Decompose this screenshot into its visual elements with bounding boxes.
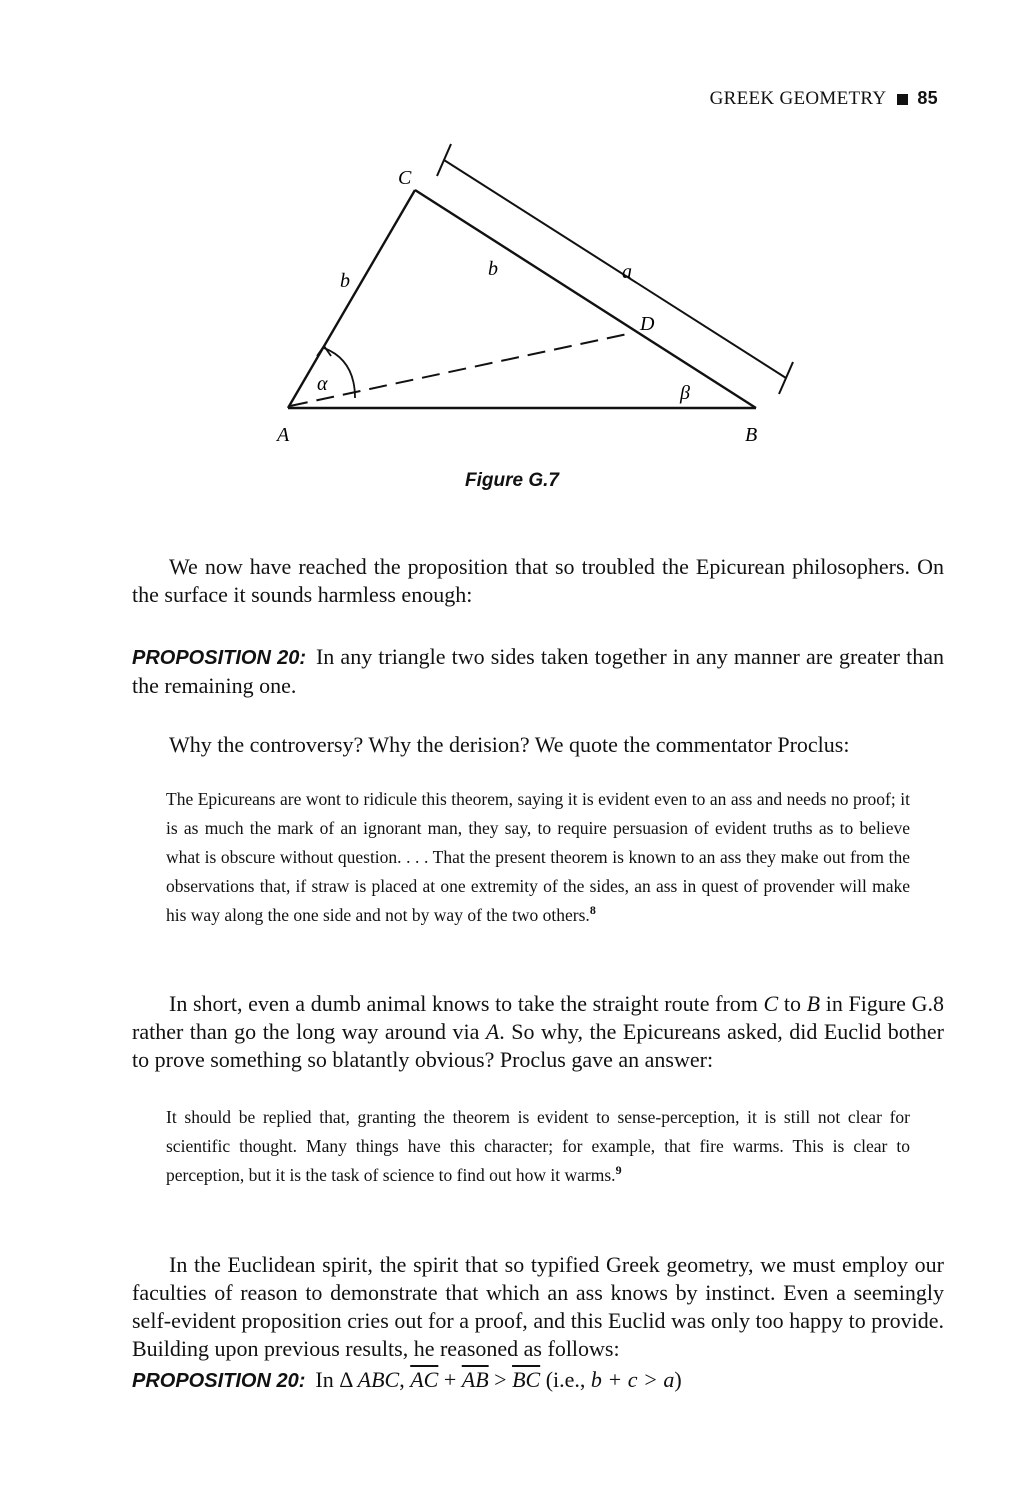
paragraph-intro: We now have reached the proposition that so troubled the Epicurean philosophers. On the surface it sounds harmless enough: (132, 554, 944, 607)
angle-label-beta: β (680, 382, 690, 404)
point-c: C (763, 991, 779, 1016)
proposition-label: PROPOSITION 20: (132, 647, 306, 669)
point-a: A (485, 1019, 500, 1044)
vertex-label-a: A (277, 424, 290, 446)
segment-ab: $\overline{AB}$ (461, 1367, 489, 1392)
proposition-20-symbolic (132, 1366, 944, 1395)
text-span: > (488, 1367, 513, 1392)
paragraph-controversy: Why the controversy? Why the derision? We quote the commentator Proclus: (169, 732, 850, 757)
text-span: + (438, 1367, 462, 1392)
header-title: GREEK GEOMETRY (709, 88, 887, 109)
side-label-a: a (622, 261, 632, 283)
text-span: in Figure G.8 rather than go the long way around via (132, 991, 944, 1044)
text-span: In short, even a dumb animal knows to take the straight route from (169, 991, 764, 1016)
square-bullet-icon (897, 94, 908, 105)
footnote-marker: 8 (589, 903, 596, 918)
text-span: (i.e., (540, 1367, 591, 1392)
angle-alpha-arc (324, 348, 355, 398)
vertex-label-b: B (745, 424, 758, 446)
vertex-label-c: C (398, 167, 412, 189)
figure-g7-diagram (0, 130, 1024, 460)
side-label-b-left: b (340, 270, 350, 292)
text-span: , (399, 1367, 411, 1392)
figure-caption: Figure G.7 (465, 470, 559, 491)
side-cb (415, 190, 756, 408)
angle-label-alpha: α (317, 373, 328, 395)
proclus-quote-1 (166, 785, 910, 930)
proposition-text: In any triangle two sides taken together in any manner are greater than the remaining one. (132, 644, 944, 698)
side-label-b-inner: b (488, 258, 498, 280)
running-header (710, 88, 938, 110)
point-label-d: D (640, 313, 655, 335)
segment-ad-dashed (290, 333, 632, 406)
proclus-quote-2 (166, 1103, 910, 1190)
page-number: 85 (917, 88, 938, 108)
text-span: . So why, the Epicureans asked, did Euclid bother to prove something so blatantly obvious? Proclus gave an answer: (132, 1019, 944, 1072)
quote-text: It should be replied that, granting the theorem is evident to sense-perception, it is still not clear for scientific thought. Many things have this character; for example, that fire warms. This is clear to perception, but it is the task of science to find out how it warms. (166, 1107, 910, 1185)
segment-ac: $\overline{AC}$ (410, 1367, 439, 1392)
triangle-name: ABC (357, 1367, 400, 1392)
footnote-marker: 9 (615, 1163, 622, 1178)
proposition-label: PROPOSITION 20: (132, 1370, 306, 1392)
proposition-20-statement (132, 643, 944, 700)
text-span: ) (674, 1367, 682, 1392)
inequality: b + c > a (590, 1367, 675, 1392)
dimension-tick-bottom (779, 362, 793, 394)
paragraph-euclidean-spirit: In the Euclidean spirit, the spirit that so typified Greek geometry, we must employ our faculties of reason to demonstrate that which an ass knows by instinct. Even a seemingly self-evident proposition cries out for a proof, and this Euclid was only too happy to provide. Building upon previous results, he reasoned as follows: (132, 1252, 944, 1361)
quote-text: The Epicureans are wont to ridicule this theorem, saying it is evident even to an ass and needs no proof; it is as much the mark of an ignorant man, they say, to require persuasion of evident truths as to believe what is obscure without question. . . . That the present theorem is known to an ass they make out from the observations that, if straw is placed at one extremity of the sides, an ass in quest of provender will make his way along the one side and not by way of the two others. (166, 789, 910, 925)
paragraph-short (132, 990, 944, 1074)
segment-bc: $\overline{BC}$ (512, 1367, 541, 1392)
point-b: B (806, 991, 821, 1016)
text-span: In Δ (315, 1367, 358, 1392)
text-span: to (778, 991, 807, 1016)
dimension-tick-top (437, 144, 451, 176)
